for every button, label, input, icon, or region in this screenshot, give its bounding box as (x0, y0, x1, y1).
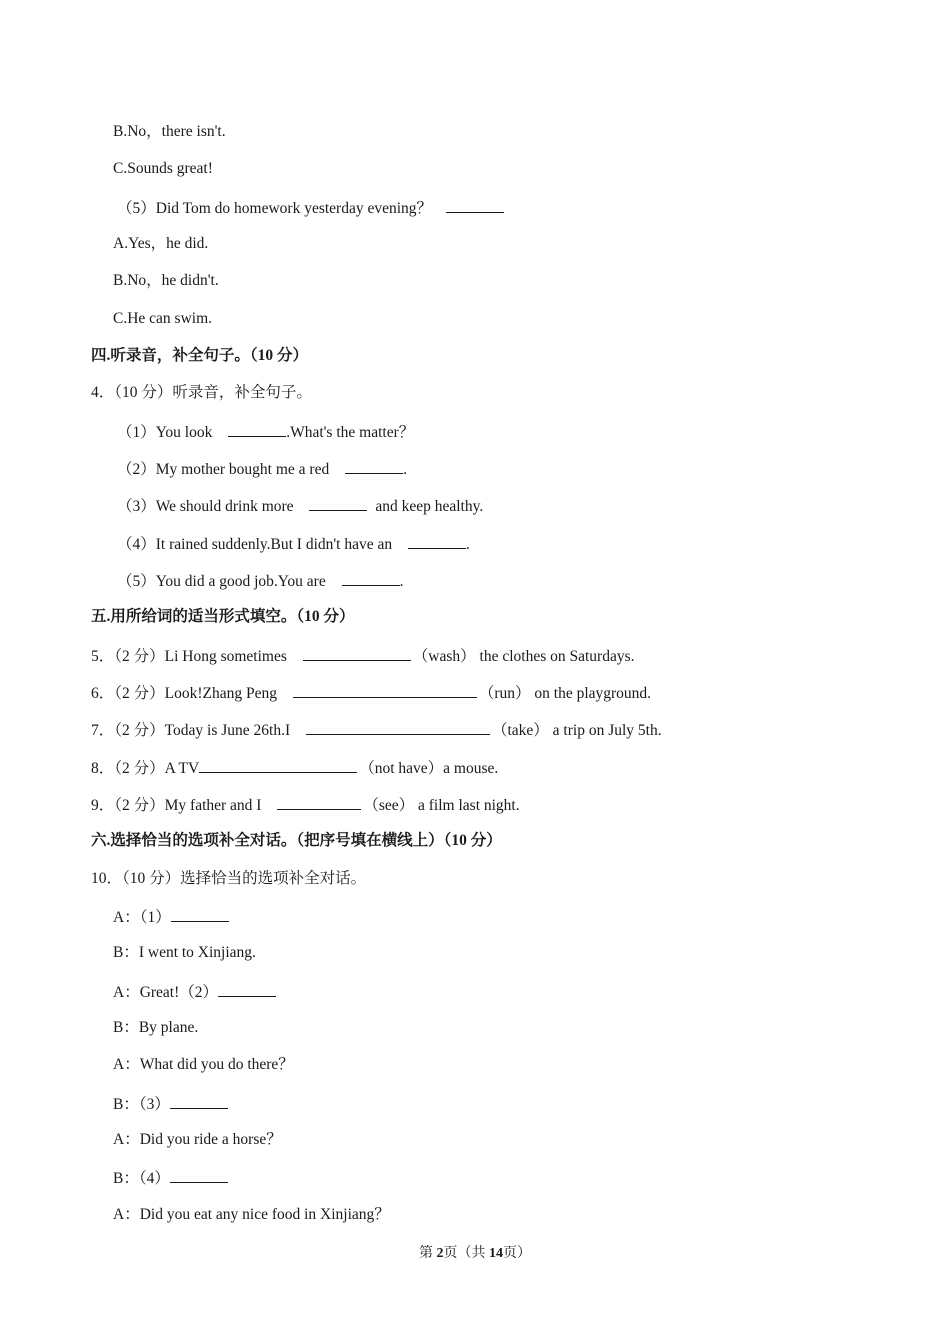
dialog-text: A：（1） (113, 909, 171, 926)
answer-blank[interactable] (345, 458, 403, 474)
dialog-text: B：（4） (113, 1170, 170, 1187)
question-9 (91, 794, 520, 816)
item-text: 6．（2 分）Look!Zhang Peng (91, 685, 281, 702)
question-4: 4．（10 分）听录音，补全句子。 (91, 384, 312, 401)
item-text: （run） on the playground. (478, 685, 652, 702)
item-text: （4）It rained suddenly.But I didn't have an (117, 536, 397, 553)
item-text: （1）You look (117, 424, 217, 441)
dialog-line: B：By plane. (113, 1019, 199, 1036)
question-4-3 (117, 495, 483, 517)
item-text: 5．（2 分）Li Hong sometimes (91, 648, 291, 665)
dialog-text: B：（3） (113, 1096, 170, 1113)
dialog-line: B：I went to Xinjiang. (113, 944, 256, 961)
answer-blank[interactable] (199, 757, 357, 773)
dialog-line (113, 1167, 228, 1189)
footer-text: 页（共 (443, 1246, 489, 1261)
item-text: . (403, 461, 407, 478)
answer-blank[interactable] (446, 197, 504, 213)
question-4-1 (117, 421, 414, 443)
section-heading: 五.用所给词的适当形式填空。（10 分） (91, 608, 355, 625)
item-text: （3）We should drink more (117, 498, 298, 515)
answer-blank[interactable] (293, 682, 477, 698)
answer-blank[interactable] (408, 533, 466, 549)
question-4-5 (117, 570, 403, 592)
footer-text: 第 (419, 1246, 437, 1261)
item-text: （5）You did a good job.You are (117, 573, 330, 590)
answer-blank[interactable] (306, 719, 490, 735)
dialog-line (113, 1093, 228, 1115)
item-text: （not have）a mouse. (359, 760, 499, 777)
page-number: 2 (436, 1246, 444, 1261)
item-text: .What's the matter？ (286, 424, 415, 441)
question-4-4 (117, 533, 470, 555)
dialog-line: A：Did you eat any nice food in Xinjiang？ (113, 1206, 390, 1223)
page-total: 14 (489, 1246, 503, 1261)
item-text: . (466, 536, 470, 553)
item-text: 8．（2 分）A TV (91, 760, 200, 777)
item-text: （2）My mother bought me a red (117, 461, 334, 478)
answer-blank[interactable] (342, 570, 400, 586)
question-text: （5）Did Tom do homework yesterday evening？ (117, 200, 433, 217)
question-4-2 (117, 458, 407, 480)
item-text: （take） a trip on July 5th. (491, 722, 662, 739)
answer-blank[interactable] (309, 495, 367, 511)
option-c: C.Sounds great! (113, 160, 213, 177)
dialog-line: A：Did you ride a horse？ (113, 1131, 282, 1148)
dialog-line: A：What did you do there？ (113, 1056, 294, 1073)
dialog-line (113, 906, 229, 928)
answer-blank[interactable] (170, 1167, 228, 1183)
item-text: and keep healthy. (371, 498, 484, 515)
question-8 (91, 757, 498, 779)
question-3-5 (117, 197, 504, 219)
answer-blank[interactable] (277, 794, 361, 810)
section-heading: 四.听录音，补全句子。（10 分） (91, 347, 309, 364)
item-text: . (399, 573, 404, 590)
item-text: 7．（2 分）Today is June 26th.I (91, 722, 294, 739)
footer-text: 页） (503, 1246, 531, 1261)
item-text: （see） a film last night. (363, 797, 520, 814)
answer-blank[interactable] (228, 421, 286, 437)
question-10: 10．（10 分）选择恰当的选项补全对话。 (91, 870, 367, 887)
item-text: 9．（2 分）My father and I (91, 797, 266, 814)
dialog-text: A：Great!（2） (113, 984, 219, 1001)
question-5 (91, 645, 634, 667)
question-7 (91, 719, 662, 741)
answer-blank[interactable] (303, 645, 411, 661)
option-a: A.Yes，he did. (113, 235, 209, 252)
item-text: （wash） the clothes on Saturdays. (412, 648, 635, 665)
dialog-line (113, 981, 276, 1003)
answer-blank[interactable] (170, 1093, 228, 1109)
section-heading: 六.选择恰当的选项补全对话。（把序号填在横线上）（10 分） (91, 832, 502, 849)
page-footer (0, 1244, 950, 1264)
option-c: C.He can swim. (113, 310, 213, 327)
option-b: B.No，there isn't. (113, 123, 226, 140)
option-b: B.No，he didn't. (113, 272, 219, 289)
answer-blank[interactable] (218, 981, 276, 997)
answer-blank[interactable] (171, 906, 229, 922)
question-6 (91, 682, 651, 704)
